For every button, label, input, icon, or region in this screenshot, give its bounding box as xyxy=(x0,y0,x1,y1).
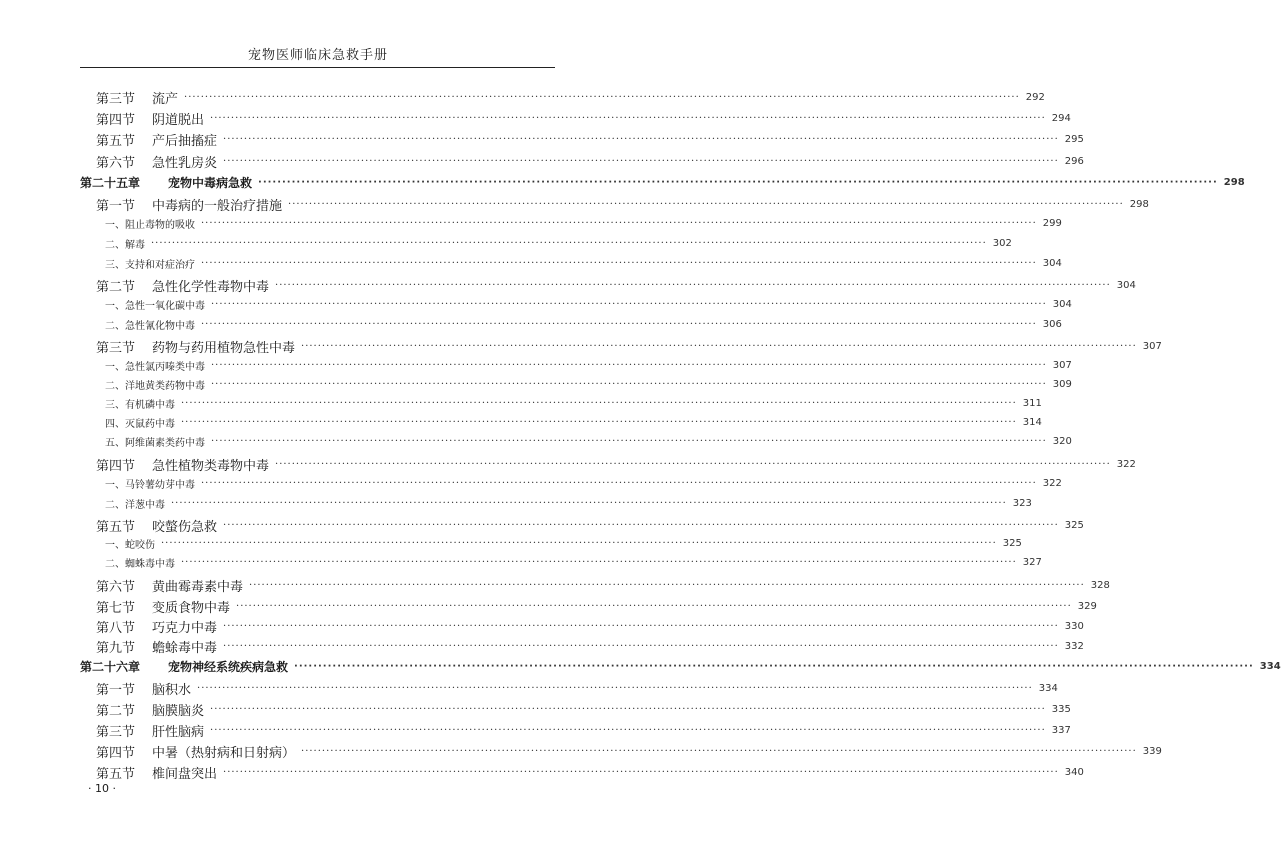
toc-section-row xyxy=(0,276,1136,295)
toc-page-number: 298 xyxy=(1223,177,1245,188)
toc-section-row xyxy=(0,152,1084,171)
dot-leader: ········································································································································································································ xyxy=(223,767,1059,778)
dot-leader: ········································································································································································································ xyxy=(258,177,1218,188)
toc-item-row xyxy=(0,358,1072,373)
dot-leader: ········································································································································································································ xyxy=(171,498,1007,509)
toc-label xyxy=(105,256,195,271)
toc-number: 第二十五章 xyxy=(80,176,141,190)
toc-label xyxy=(105,236,145,251)
toc-label xyxy=(96,679,191,698)
toc-page-number: 314 xyxy=(1022,417,1042,428)
toc-label xyxy=(96,763,217,782)
toc-page-number: 322 xyxy=(1116,459,1136,470)
toc-label xyxy=(105,377,205,392)
toc-section-row xyxy=(0,679,1058,698)
running-header: 宠物医师临床急救手册 xyxy=(247,48,388,63)
toc-chapter-row xyxy=(0,174,1245,191)
toc-label xyxy=(96,721,204,740)
toc-title: 一、阻止毒物的吸收 xyxy=(105,220,195,231)
toc-number: 第六节 xyxy=(96,580,136,595)
toc-item-row xyxy=(0,297,1072,312)
toc-title: 宠物中毒病急救 xyxy=(168,176,253,190)
toc-label xyxy=(105,396,175,411)
toc-title: 二、急性氰化物中毒 xyxy=(105,321,195,332)
toc-page-number: 323 xyxy=(1012,498,1032,509)
toc-section-row xyxy=(0,700,1071,719)
toc-page-number: 295 xyxy=(1064,134,1084,145)
toc-page-number: 306 xyxy=(1042,319,1062,330)
toc-label xyxy=(96,700,204,719)
toc-item-row xyxy=(0,216,1062,231)
toc-section-row xyxy=(0,721,1071,740)
toc-label xyxy=(96,130,217,149)
toc-title: 黄曲霉毒素中毒 xyxy=(152,580,244,595)
toc-title: 急性植物类毒物中毒 xyxy=(152,459,270,474)
dot-leader: ········································································································································································································ xyxy=(236,601,1072,612)
toc-title: 急性乳房炎 xyxy=(152,156,218,171)
toc-item-row xyxy=(0,317,1062,332)
dot-leader: ········································································································································································································ xyxy=(184,92,1020,103)
toc-number: 第六节 xyxy=(96,156,136,171)
toc-label xyxy=(96,109,204,128)
toc-number: 第五节 xyxy=(96,767,136,782)
toc-label xyxy=(96,152,217,171)
toc-title: 药物与药用植物急性中毒 xyxy=(152,341,296,356)
toc-section-row xyxy=(0,597,1097,616)
dot-leader: ········································································································································································································ xyxy=(249,580,1085,591)
toc-title: 椎间盘突出 xyxy=(152,767,218,782)
dot-leader: ········································································································································································································ xyxy=(288,199,1124,210)
toc-page-number: 330 xyxy=(1064,621,1084,632)
toc-title: 变质食物中毒 xyxy=(152,601,231,616)
toc-page-number: 298 xyxy=(1129,199,1149,210)
toc-page-number: 320 xyxy=(1052,436,1072,447)
toc-number: 第三节 xyxy=(96,725,136,740)
toc-number: 第一节 xyxy=(96,683,136,698)
toc-label xyxy=(80,174,252,191)
toc-title: 中暑（热射病和日射病） xyxy=(152,746,296,761)
toc-number: 第七节 xyxy=(96,601,136,616)
toc-page-number: 325 xyxy=(1002,538,1022,549)
toc-page-number: 292 xyxy=(1025,92,1045,103)
toc-section-row xyxy=(0,109,1071,128)
toc-label xyxy=(96,742,295,761)
dot-leader: ········································································································································································································ xyxy=(301,341,1137,352)
toc-title: 脑积水 xyxy=(152,683,192,698)
dot-leader: ········································································································································································································ xyxy=(294,661,1254,672)
toc-page-number: 304 xyxy=(1052,299,1072,310)
toc-page-number: 299 xyxy=(1042,218,1062,229)
toc-title: 急性化学性毒物中毒 xyxy=(152,280,270,295)
toc-item-row xyxy=(0,415,1042,430)
toc-section-row xyxy=(0,88,1045,107)
toc-item-row xyxy=(0,377,1072,392)
toc-title: 二、洋地黄类药物中毒 xyxy=(105,381,205,392)
dot-leader: ········································································································································································································ xyxy=(201,258,1037,269)
toc-label xyxy=(96,617,217,636)
toc-section-row xyxy=(0,455,1136,474)
toc-label xyxy=(96,576,243,595)
toc-number: 第五节 xyxy=(96,520,136,535)
toc-title: 巧克力中毒 xyxy=(152,621,218,636)
toc-title: 蟾蜍毒中毒 xyxy=(152,641,218,656)
dot-leader: ········································································································································································································ xyxy=(275,280,1111,291)
toc-number: 第二十六章 xyxy=(80,660,141,674)
dot-leader: ········································································································································································································ xyxy=(301,746,1137,757)
toc-label xyxy=(96,637,217,656)
toc-section-row xyxy=(0,763,1084,782)
toc-section-row xyxy=(0,130,1084,149)
dot-leader: ········································································································································································································ xyxy=(197,683,1033,694)
toc-title: 脑膜脑炎 xyxy=(152,704,205,719)
dot-leader: ········································································································································································································ xyxy=(181,417,1017,428)
toc-title: 宠物神经系统疾病急救 xyxy=(168,660,289,674)
toc-item-row xyxy=(0,555,1042,570)
toc-page-number: 304 xyxy=(1042,258,1062,269)
toc-item-row xyxy=(0,256,1062,271)
toc-title: 五、阿维菌素类药中毒 xyxy=(105,438,205,449)
toc-title: 三、支持和对症治疗 xyxy=(105,260,195,271)
toc-page-number: 340 xyxy=(1064,767,1084,778)
toc-item-row xyxy=(0,434,1072,449)
toc-page-number: 309 xyxy=(1052,379,1072,390)
toc-page-number: 311 xyxy=(1022,398,1042,409)
toc-title: 二、洋葱中毒 xyxy=(105,500,165,511)
toc-page-number: 332 xyxy=(1064,641,1084,652)
toc-item-row xyxy=(0,496,1032,511)
toc-page-number: 329 xyxy=(1077,601,1097,612)
toc-page-number: 339 xyxy=(1142,746,1162,757)
toc-section-row xyxy=(0,637,1084,656)
toc-label xyxy=(105,297,205,312)
dot-leader: ········································································································································································································ xyxy=(211,360,1047,371)
toc-number: 第九节 xyxy=(96,641,136,656)
dot-leader: ········································································································································································································ xyxy=(210,704,1046,715)
toc-label xyxy=(105,317,195,332)
toc-section-row xyxy=(0,742,1162,761)
toc-page-number: 328 xyxy=(1090,580,1110,591)
toc-title: 一、马铃薯幼芽中毒 xyxy=(105,480,195,491)
toc-label xyxy=(105,415,175,430)
toc-title: 产后抽搐症 xyxy=(152,134,218,149)
toc-label xyxy=(96,597,230,616)
toc-label xyxy=(105,358,205,373)
toc-label xyxy=(105,536,155,551)
toc-number: 第四节 xyxy=(96,746,136,761)
toc-page-number: 335 xyxy=(1051,704,1071,715)
toc-title: 咬螫伤急救 xyxy=(152,520,218,535)
dot-leader: ········································································································································································································ xyxy=(201,218,1037,229)
toc-title: 中毒病的一般治疗措施 xyxy=(152,199,283,214)
toc-title: 肝性脑病 xyxy=(152,725,205,740)
dot-leader: ········································································································································································································ xyxy=(161,538,997,549)
toc-title: 一、蛇咬伤 xyxy=(105,540,155,551)
toc-label xyxy=(80,658,288,675)
dot-leader: ········································································································································································································ xyxy=(275,459,1111,470)
toc-number: 第四节 xyxy=(96,113,136,128)
toc-page-number: 296 xyxy=(1064,156,1084,167)
toc-label xyxy=(105,476,195,491)
toc-page-number: 325 xyxy=(1064,520,1084,531)
toc-number: 第二节 xyxy=(96,280,136,295)
toc-title: 四、灭鼠药中毒 xyxy=(105,419,175,430)
toc-number: 第三节 xyxy=(96,341,136,356)
toc-title: 流产 xyxy=(152,92,179,107)
header-rule xyxy=(80,67,555,68)
dot-leader: ········································································································································································································ xyxy=(201,319,1037,330)
dot-leader: ········································································································································································································ xyxy=(211,379,1047,390)
toc-label xyxy=(105,434,205,449)
toc-page-number: 302 xyxy=(992,238,1012,249)
toc-page-number: 337 xyxy=(1051,725,1071,736)
dot-leader: ········································································································································································································ xyxy=(151,238,987,249)
toc-page-number: 327 xyxy=(1022,557,1042,568)
toc-title: 一、急性一氧化碳中毒 xyxy=(105,301,205,312)
toc-label xyxy=(96,455,269,474)
dot-leader: ········································································································································································································ xyxy=(211,299,1047,310)
toc-label xyxy=(96,276,269,295)
dot-leader: ········································································································································································································ xyxy=(211,436,1047,447)
toc-section-row xyxy=(0,195,1149,214)
dot-leader: ········································································································································································································ xyxy=(210,725,1046,736)
dot-leader: ········································································································································································································ xyxy=(181,398,1017,409)
toc-item-row xyxy=(0,396,1042,411)
toc-item-row xyxy=(0,536,1022,551)
toc-title: 阴道脱出 xyxy=(152,113,205,128)
toc-number: 第五节 xyxy=(96,134,136,149)
toc-item-row xyxy=(0,476,1062,491)
toc-label xyxy=(96,516,217,535)
toc-label xyxy=(105,216,195,231)
dot-leader: ········································································································································································································ xyxy=(223,621,1059,632)
toc-number: 第一节 xyxy=(96,199,136,214)
toc-section-row xyxy=(0,617,1084,636)
toc-page-number: 294 xyxy=(1051,113,1071,124)
toc-section-row xyxy=(0,576,1110,595)
toc-number: 第二节 xyxy=(96,704,136,719)
toc-label xyxy=(105,496,165,511)
toc-chapter-row xyxy=(0,658,1281,675)
dot-leader: ········································································································································································································ xyxy=(181,557,1017,568)
toc-label xyxy=(96,195,282,214)
toc-label xyxy=(96,88,178,107)
toc-page-number: 334 xyxy=(1038,683,1058,694)
dot-leader: ········································································································································································································ xyxy=(223,520,1059,531)
toc-title: 二、蜘蛛毒中毒 xyxy=(105,559,175,570)
toc-number: 第四节 xyxy=(96,459,136,474)
toc-page-number: 307 xyxy=(1052,360,1072,371)
toc-page-number: 304 xyxy=(1116,280,1136,291)
toc-title: 三、有机磷中毒 xyxy=(105,400,175,411)
toc-item-row xyxy=(0,236,1012,251)
toc-number: 第八节 xyxy=(96,621,136,636)
toc-title: 二、解毒 xyxy=(105,240,145,251)
toc-page-number: 334 xyxy=(1259,661,1281,672)
toc-label xyxy=(105,555,175,570)
dot-leader: ········································································································································································································ xyxy=(223,134,1059,145)
dot-leader: ········································································································································································································ xyxy=(201,478,1037,489)
toc-section-row xyxy=(0,337,1162,356)
toc-section-row xyxy=(0,516,1084,535)
dot-leader: ········································································································································································································ xyxy=(223,641,1059,652)
toc-number: 第三节 xyxy=(96,92,136,107)
toc-page-number: 322 xyxy=(1042,478,1062,489)
toc-page-number: 307 xyxy=(1142,341,1162,352)
toc-label xyxy=(96,337,295,356)
page-number: · 10 · xyxy=(88,782,116,795)
dot-leader: ········································································································································································································ xyxy=(223,156,1059,167)
dot-leader: ········································································································································································································ xyxy=(210,113,1046,124)
toc-title: 一、急性氯丙嗪类中毒 xyxy=(105,362,205,373)
